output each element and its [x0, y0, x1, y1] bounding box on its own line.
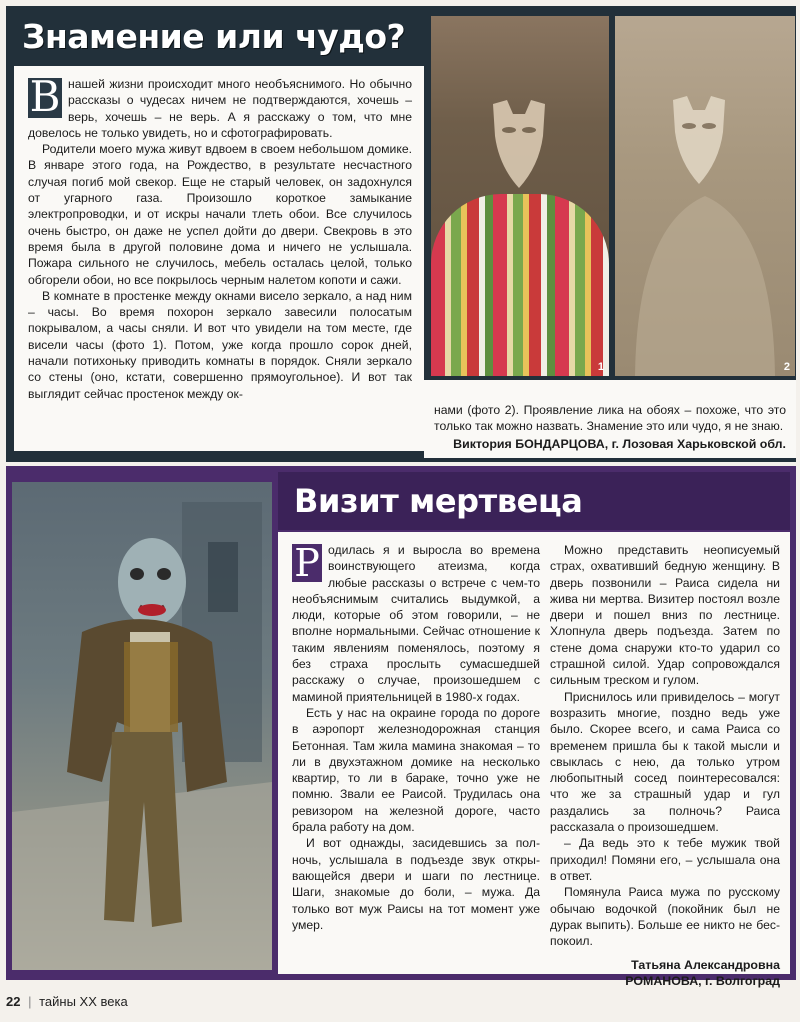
photo-wall-after: [615, 16, 795, 376]
paragraph-text: одилась я и выросла во времена воинствующего атеизма, когда любые рассказы о встрече с чем-то необъяснимым считались выдумкой, а люди, которые об этом говорили, – не вполне нормальными. Сейчас отношение к таким явлениям поменялось, поэтому я без страха прослыть сумасшедшей расскажу о случае, произошедшем с маминой приятельницей в 1980-х годах.: [292, 543, 540, 704]
article-miracle-title: [12, 8, 422, 66]
article-dead-visit-title-text: Визит мертвеца: [294, 482, 583, 520]
paragraph: нами (фото 2). Проявление лика на обоях – похоже, что это только так можно назвать. Знамение это или чудо, я не знаю.: [434, 403, 786, 434]
paragraph: [292, 542, 540, 705]
zombie-figure-icon: [12, 482, 272, 970]
author-signature: Виктория БОНДАРЦОВА, г. Лозовая Харьковской обл.: [453, 436, 786, 451]
footer-separator: |: [28, 994, 32, 1009]
article-miracle: [6, 6, 796, 462]
paragraph: Родители моего мужа живут вдвоем в своем небольшом домике. В январе этого года, на Рождество, в результате несчастного случая погиб мой свекор. Еще не старый человек, он задохнулся от угарного газа. Произошло короткое замыкание электропроводки, и от искры начали тлеть обои. Все случилось очень быстро, он даже не успел дойти до двери. Свекровь в это время была в другой половине дома и ничего не услышала. Пожара сильного не случилось, мебель осталась целой, только обгорели обои, но все покрылось черным налетом копоти и сажи.: [28, 142, 412, 287]
column-left: [292, 542, 540, 933]
article-miracle-tail: [424, 380, 796, 458]
photo-number: 2: [783, 361, 790, 373]
face-silhouette-icon: [663, 92, 735, 188]
paragraph-text: нашей жизни происходит много необъяснимого. Но обычно рассказы о чудесах ничем не подтверждаются, хочешь – верь, хочешь – не верь. А я расскажу о том, что мне довелось не только увидеть, но и сфотографировать.: [28, 77, 412, 140]
dropcap: В: [29, 72, 61, 121]
page-footer: [6, 994, 128, 1012]
face-silhouette-icon: [483, 96, 555, 192]
paragraph: [28, 72, 412, 141]
paragraph: Приснилось или привиделось – могут возразить многие, поздно ведь уже было. Скорее всего, и сама Раиса со временем пришла бы к такой мысли и свыклась с нею, да только утром любопытный сосед поинтересовался: что же за страшный удар и гул раздались за полночь? Раиса рассказала о произошедшем.: [550, 689, 780, 835]
column-right: [550, 542, 780, 989]
wall-stain-shape: [615, 186, 795, 376]
paragraph: И вот однажды, засидевшись за полночь, услышала в подъезде звук открывающейся двери и шаги по лестнице. Шаги, знакомые до боли, – мужа. Да только вот муж Раисы на тот момент уже умер.: [292, 836, 540, 932]
striped-cover: [431, 194, 609, 376]
article-dead-visit-title: [278, 472, 790, 530]
article-dead-visit-body: [278, 532, 790, 989]
photo-number: 1: [597, 361, 604, 373]
page-number: 22: [6, 994, 21, 1009]
article-miracle-body: [14, 66, 424, 451]
article-miracle-title-text: Знамение или чудо?: [22, 17, 406, 56]
paragraph: Помянула Раиса мужа по русскому обычаю водочкой (покойник был не дурак выпить). Больше ее никто не беспокоил.: [550, 885, 780, 949]
paragraph: Есть у нас на окраине города по дороге в аэропорт железнодорожная станция Бетонная. Там жила мамина знакомая – то ли в двухэтажном домике на несколько квартир, то ли в бараке, точно уже не помню. Звали ее Раисой. Трудилась она ревизором на железной дороге, часто брала работу на дом.: [292, 705, 540, 835]
photo-wall-before: [431, 16, 609, 376]
magazine-name: тайны XX века: [39, 994, 128, 1009]
paragraph: Можно представить неописуемый страх, охвативший бедную женщину. В дверь позвонили – Раиса сидела ни жива ни мертва. Визитер постоял возле двери и пошел вниз по лестнице. Хлопнула дверь подъезда. Затем по стене дома снаружи кто-то ударил со страшной силой. Удар сопровождался сильным треском и гулом.: [550, 543, 780, 688]
paragraph: – Да ведь это к тебе мужик твой приходил! Помяни его, – услышала она в ответ.: [550, 836, 780, 883]
paragraph: В комнате в простенке между окнами висело зеркало, а над ним – часы. Во время похорон зеркало завесили полосатым покрывалом, а часы сняли. И вот что увидели на том месте, где висели часы (фото 1). Потом, уже когда прошло сорок дней, начали потихоньку приводить комнаты в порядок. Сняли зеркало со стены (оно, кстати, совершенно прямоугольное). И вот так выглядит сейчас простенок между ок-: [28, 288, 412, 401]
author-signature: [550, 957, 780, 989]
article-dead-visit: [6, 466, 796, 989]
author-name: Татьяна Александровна: [631, 958, 780, 973]
dropcap: Р: [292, 544, 322, 582]
author-surname-city: РОМАНОВА, г. Волгоград: [625, 974, 780, 989]
zombie-illustration: [12, 482, 272, 970]
